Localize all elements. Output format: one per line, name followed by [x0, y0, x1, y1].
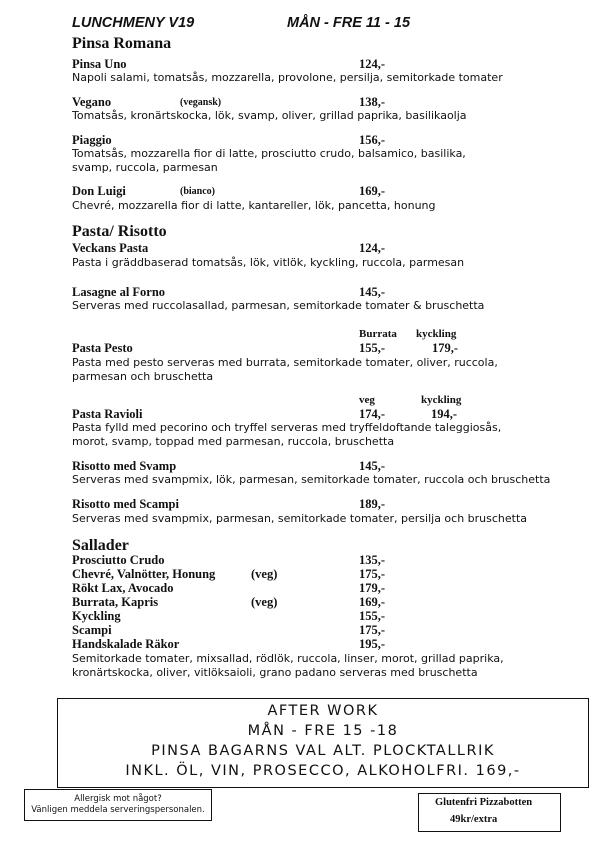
salad-price: 175,- [359, 623, 386, 637]
item-description: Chevré, mozzarella fior di latte, kantareller, lök, pancetta, honung [72, 199, 436, 212]
item-price: 138,- [359, 95, 386, 109]
salad-name: Rökt Lax, Avocado [72, 581, 174, 595]
item-description: Tomatsås, kronärtskocka, lök, svamp, oliver, grillad paprika, basilikaolja [72, 109, 467, 122]
item-description: Tomatsås, mozzarella fior di latte, prosciutto crudo, balsamico, basilika, [72, 147, 466, 160]
item-name: Don Luigi [72, 184, 126, 198]
salad-name: Handskalade Räkor [72, 637, 180, 651]
afterwork-hours: MÅN - FRE 15 -18 [247, 723, 399, 739]
item-name: Pinsa Uno [72, 57, 127, 71]
salad-name: Prosciutto Crudo [72, 553, 165, 567]
item-price-alt: 194,- [431, 407, 458, 421]
item-description: Napoli salami, tomatsås, mozzarella, provolone, persilja, semitorkade tomater [72, 71, 503, 84]
item-tag: (bianco) [180, 186, 215, 197]
item-name: Risotto med Scampi [72, 497, 179, 511]
menu-hours: MÅN - FRE 11 - 15 [287, 15, 411, 31]
salad-price: 195,- [359, 637, 386, 651]
item-description: Serveras med svampmix, parmesan, semitorkade tomater, persilja och bruschetta [72, 512, 528, 525]
item-price: 169,- [359, 184, 386, 198]
item-name: Veckans Pasta [72, 241, 149, 255]
price-column-label: kyckling [421, 394, 462, 406]
allergy-question: Allergisk mot något? [74, 794, 162, 804]
section-heading-sallader: Sallader [72, 537, 129, 554]
price-column-label: kyckling [416, 328, 457, 340]
section-heading-pasta: Pasta/ Risotto [72, 223, 167, 240]
salad-name: Chevré, Valnötter, Honung [72, 567, 216, 581]
item-description: Pasta i gräddbaserad tomatsås, lök, vitlök, kyckling, ruccola, parmesan [72, 256, 465, 269]
salad-name: Burrata, Kapris [72, 595, 159, 609]
glutenfree-title: Glutenfri Pizzabotten [435, 797, 533, 808]
section-heading-pinsa: Pinsa Romana [72, 35, 172, 52]
salad-price: 135,- [359, 553, 386, 567]
salad-price: 169,- [359, 595, 386, 609]
item-price: 124,- [359, 57, 386, 71]
afterwork-offer: PINSA BAGARNS VAL ALT. PLOCKTALLRIK [151, 743, 495, 759]
salad-description: Semitorkade tomater, mixsallad, rödlök, ruccola, linser, morot, grillad paprika, [72, 652, 504, 665]
allergy-instruction: Vänligen meddela serveringspersonalen. [31, 805, 205, 815]
price-column-label: veg [359, 394, 375, 406]
item-price: 124,- [359, 241, 386, 255]
item-description: Pasta med pesto serveras med burrata, semitorkade tomater, oliver, ruccola, [72, 356, 498, 369]
item-price: 145,- [359, 285, 386, 299]
item-name: Lasagne al Forno [72, 285, 166, 299]
item-name: Pasta Ravioli [72, 407, 143, 421]
item-description: Pasta fylld med pecorino och tryffel serveras med tryffeldoftande taleggiosås, [72, 421, 502, 434]
item-name: Piaggio [72, 133, 112, 147]
item-price: 155,- [359, 341, 386, 355]
glutenfree-box [418, 793, 561, 832]
item-description: Serveras med ruccolasallad, parmesan, semitorkade tomater & bruschetta [72, 299, 485, 312]
salad-tag: (veg) [251, 567, 278, 581]
item-description: morot, svamp, toppad med parmesan, ruccola, bruschetta [72, 435, 395, 448]
menu-title: LUNCHMENY V19 [72, 15, 195, 31]
price-column-label: Burrata [359, 328, 397, 340]
item-tag: (vegansk) [180, 97, 222, 108]
salad-name: Scampi [72, 623, 112, 637]
item-description: parmesan och bruschetta [72, 370, 214, 383]
afterwork-includes: INKL. ÖL, VIN, PROSECCO, ALKOHOLFRI. 169,- [125, 763, 521, 779]
item-name: Vegano [72, 95, 112, 109]
allergy-note [24, 789, 212, 821]
item-price: 174,- [359, 407, 386, 421]
item-name: Risotto med Svamp [72, 459, 177, 473]
salad-description: kronärtskocka, oliver, vitlöksaioli, grano padano serveras med bruschetta [72, 666, 478, 679]
item-price: 145,- [359, 459, 386, 473]
salad-tag: (veg) [251, 595, 278, 609]
glutenfree-price: 49kr/extra [450, 814, 498, 825]
item-description: svamp, ruccola, parmesan [72, 161, 218, 174]
afterwork-box [57, 698, 589, 788]
salad-price: 175,- [359, 567, 386, 581]
salad-price: 179,- [359, 581, 386, 595]
item-price: 189,- [359, 497, 386, 511]
item-price: 156,- [359, 133, 386, 147]
item-price-alt: 179,- [432, 341, 459, 355]
item-name: Pasta Pesto [72, 341, 133, 355]
salad-price: 155,- [359, 609, 386, 623]
salad-name: Kyckling [72, 609, 121, 623]
item-description: Serveras med svampmix, lök, parmesan, semitorkade tomater, ruccola och bruschetta [72, 473, 551, 486]
afterwork-title: AFTER WORK [267, 703, 379, 719]
